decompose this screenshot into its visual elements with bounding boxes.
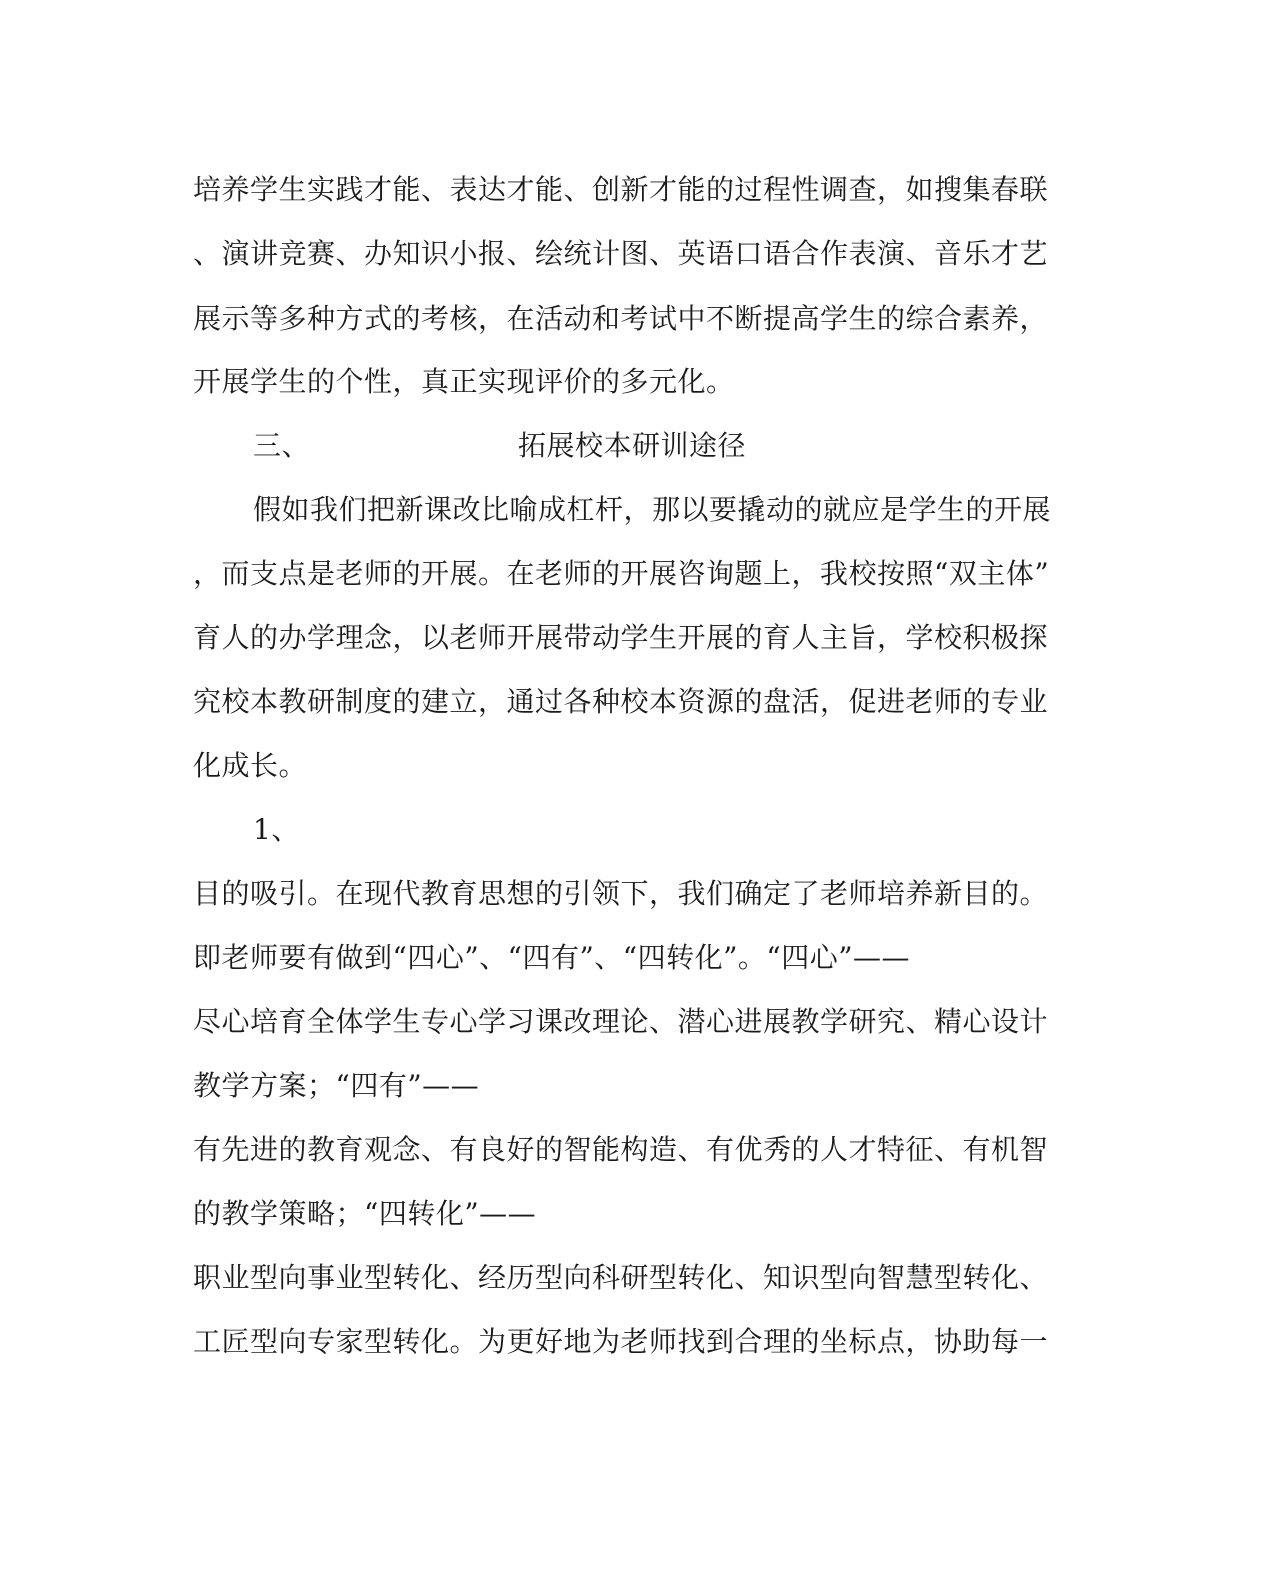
body-line: 培养学生实践才能、表达才能、创新才能的过程性调查，如搜集春联 bbox=[193, 173, 1049, 206]
paragraph-line: 的教学策略；“四转化”—— bbox=[193, 1197, 537, 1230]
paragraph-line: 工匠型向专家型转化。为更好地为老师找到合理的坐标点，协助每一 bbox=[193, 1325, 1049, 1358]
body-line: 展示等多种方式的考核，在活动和考试中不断提高学生的综合素养， bbox=[193, 302, 1049, 335]
paragraph-line: 尽心培育全体学生专心学习课改理论、潜心进展教学研究、精心设计 bbox=[193, 1005, 1049, 1038]
body-line: 、演讲竞赛、办知识小报、绘统计图、英语口语合作表演、音乐才艺 bbox=[193, 237, 1049, 270]
paragraph-line: 化成长。 bbox=[193, 749, 308, 782]
paragraph-line: ，而支点是老师的开展。在老师的开展咨询题上，我校按照“双主体” bbox=[193, 557, 1050, 590]
item-number: 1、 bbox=[253, 813, 300, 846]
section-number: 三、 bbox=[253, 429, 311, 462]
paragraph-line: 假如我们把新课改比喻成杠杆，那以要撬动的就应是学生的开展 bbox=[253, 493, 1052, 526]
section-title: 拓展校本研训途径 bbox=[518, 429, 747, 462]
paragraph-line: 教学方案；“四有”—— bbox=[193, 1069, 480, 1102]
paragraph-line: 育人的办学理念，以老师开展带动学生开展的育人主旨，学校积极探 bbox=[193, 621, 1049, 654]
paragraph-line: 有先进的教育观念、有良好的智能构造、有优秀的人才特征、有机智 bbox=[193, 1133, 1049, 1166]
paragraph-line: 究校本教研制度的建立，通过各种校本资源的盘活，促进老师的专业 bbox=[193, 685, 1049, 718]
paragraph-line: 职业型向事业型转化、经历型向科研型转化、知识型向智慧型转化、 bbox=[193, 1261, 1049, 1294]
paragraph-line: 即老师要有做到“四心”、“四有”、“四转化”。“四心”—— bbox=[193, 941, 911, 974]
paragraph-line: 目的吸引。在现代教育思想的引领下，我们确定了老师培养新目的。 bbox=[193, 877, 1049, 910]
body-line: 开展学生的个性，真正实现评价的多元化。 bbox=[193, 365, 735, 398]
